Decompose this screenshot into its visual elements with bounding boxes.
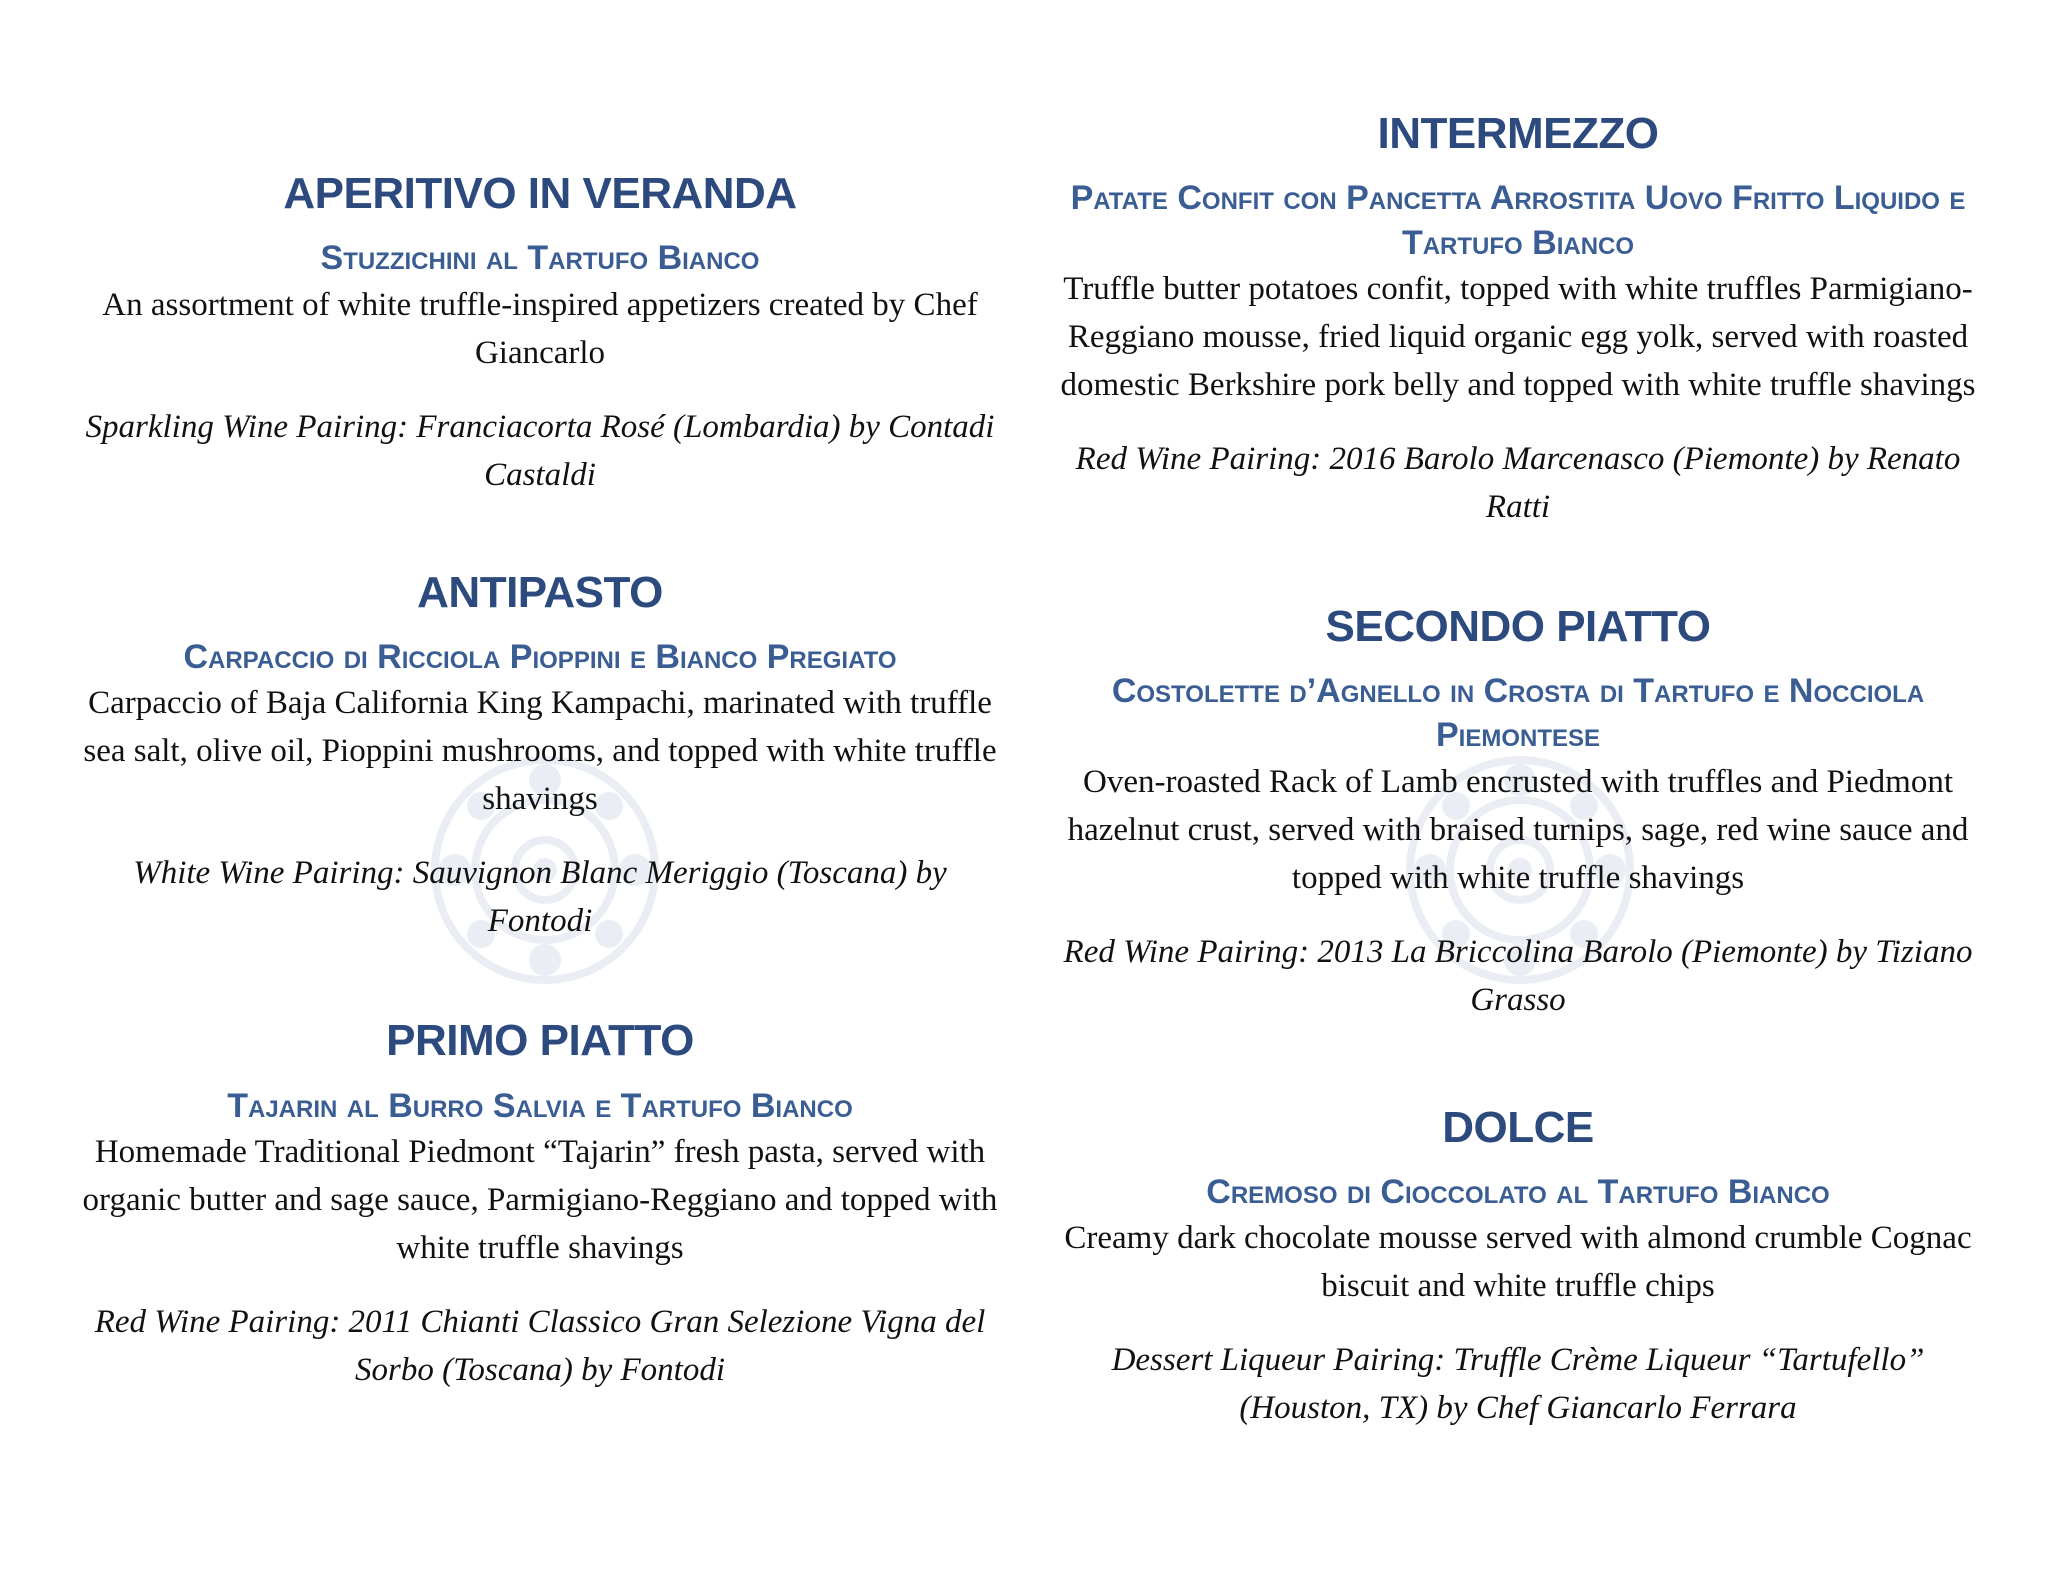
dish-title: Costolette d’Agnello in Crosta di Tartufo e Nocciola Piemontese xyxy=(1111,672,1925,755)
section-heading: APERITIVO IN VERANDA xyxy=(283,169,797,218)
dish-description: An assortment of white truffle-inspired appetizers created by Chef Giancarlo xyxy=(102,286,978,371)
dish-description: Creamy dark chocolate mousse served with almond crumble Cognac biscuit and white truffle chips xyxy=(1064,1220,1972,1305)
section-intermezzo xyxy=(1058,110,1978,531)
section-antipasto xyxy=(80,569,1000,946)
dish-title: Carpaccio di Ricciola Pioppini e Bianco Pregiato xyxy=(183,637,897,676)
dish-description: Truffle butter potatoes confit, topped with white truffles Parmigiano-Reggiano mousse, fried liquid organic egg yolk, served with roasted domestic Berkshire pork belly and topped with white truffle shavings xyxy=(1060,270,1976,403)
section-primo-piatto xyxy=(80,1017,1000,1394)
wine-pairing: Red Wine Pairing: 2013 La Briccolina Barolo (Piemonte) by Tiziano Grasso xyxy=(1063,933,1973,1018)
menu-left-column xyxy=(80,170,1000,1394)
dish-title: Cremoso di Cioccolato al Tartufo Bianco xyxy=(1206,1172,1830,1211)
menu-right-column xyxy=(1058,110,1978,1432)
dish-title: Tajarin al Burro Salvia e Tartufo Bianco xyxy=(227,1086,853,1125)
dish-title: Patate Confit con Pancetta Arrostita Uovo Fritto Liquido e Tartufo Bianco xyxy=(1070,179,1966,262)
wine-pairing: White Wine Pairing: Sauvignon Blanc Meriggio (Toscana) by Fontodi xyxy=(133,855,947,940)
section-heading: ANTIPASTO xyxy=(417,567,663,617)
section-dolce xyxy=(1058,1104,1978,1433)
wine-pairing: Sparkling Wine Pairing: Franciacorta Rosé (Lombardia) by Contadi Castaldi xyxy=(85,408,995,493)
wine-pairing: Red Wine Pairing: 2016 Barolo Marcenasco (Piemonte) by Renato Ratti xyxy=(1075,440,1961,525)
section-heading: PRIMO PIATTO xyxy=(386,1016,694,1066)
section-heading: DOLCE xyxy=(1442,1102,1594,1152)
wine-pairing: Red Wine Pairing: 2011 Chianti Classico Gran Selezione Vigna del Sorbo (Toscana) by Fontodi xyxy=(94,1303,986,1388)
section-secondo-piatto xyxy=(1058,603,1978,1024)
dish-description: Carpaccio of Baja California King Kampachi, marinated with truffle sea salt, olive oil, Pioppini mushrooms, and topped with white truffle shavings xyxy=(83,685,997,818)
section-heading: SECONDO PIATTO xyxy=(1325,601,1711,651)
section-aperitivo xyxy=(80,170,1000,499)
section-heading: INTERMEZZO xyxy=(1377,109,1659,158)
wine-pairing: Dessert Liqueur Pairing: Truffle Crème Liqueur “Tartufello” (Houston, TX) by Chef Giancarlo Ferrara xyxy=(1111,1342,1925,1427)
dish-description: Homemade Traditional Piedmont “Tajarin” fresh pasta, served with organic butter and sage sauce, Parmigiano-Reggiano and topped with white truffle shavings xyxy=(82,1133,998,1266)
dish-title: Stuzzichini al Tartufo Bianco xyxy=(320,239,760,278)
dish-description: Oven-roasted Rack of Lamb encrusted with truffles and Piedmont hazelnut crust, served with braised turnips, sage, red wine sauce and topped with white truffle shavings xyxy=(1067,763,1969,896)
